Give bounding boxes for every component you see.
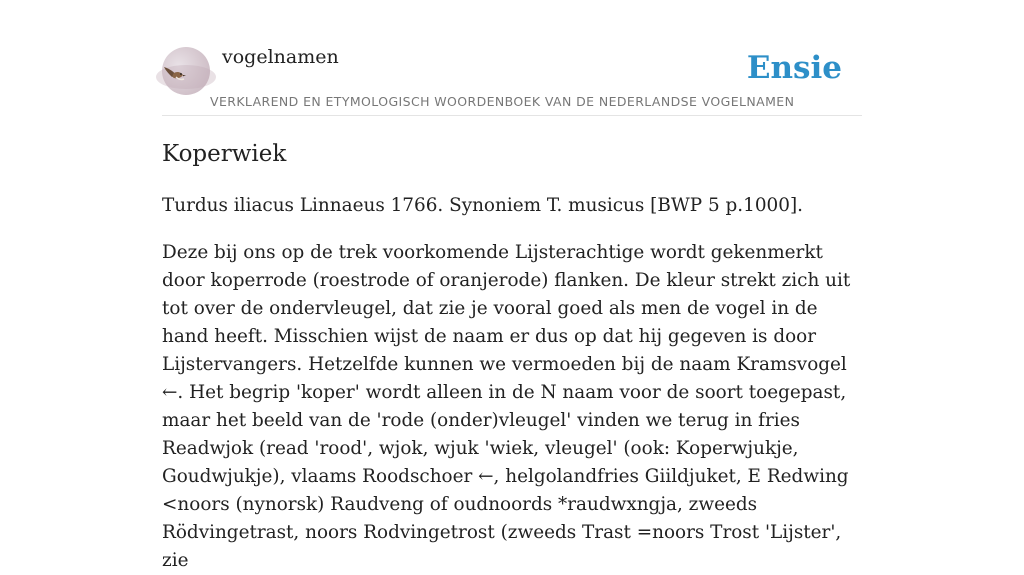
bird-photo-icon[interactable] (162, 47, 210, 95)
site-name[interactable]: vogelnamen (222, 46, 339, 68)
entry-paragraph: Turdus iliacus Linnaeus 1766. Synoniem T. musicus [BWP 5 p.1000]. (162, 195, 803, 216)
entry-content (162, 136, 862, 575)
entry-paragraph: Deze bij ons op de trek voorkomende Lijsterachtige wordt gekenmerkt door koperrode (roestrode of oranjerode) flanken. De kleur strekt zich uit tot over de ondervleugel, dat zie je vooral goed als men de vogel in de hand heeft. Misschien wijst de naam er dus op dat hij gegeven is door Lijstervangers. Hetzelfde kunnen we vermoeden bij de naam Kramsvogel ←. Het begrip 'koper' wordt alleen in de N naam voor de soort toegepast, maar het beeld van de 'rode (onder)vleugel' vinden we terug in fries Readwjok (read 'rood', wjok, wjuk 'wiek, vleugel' (ook: Koperwjukje, Goudwjukje), vlaams Roodschoer ←, helgolandfries Giildjuket, E Redwing <noors (nynorsk) Raudveng of oudnoords *raudwxngja, zweeds Rödvingetrast, noors Rodvingetrost (zweeds Trast =noors Trost 'Lijster', zie (162, 242, 851, 571)
header-divider (162, 115, 862, 116)
brand-logo[interactable]: Ensie (746, 50, 842, 86)
site-header (162, 44, 862, 116)
site-subtitle: VERKLAREND EN ETYMOLOGISCH WOORDENBOEK VAN DE NEDERLANDSE VOGELNAMEN (210, 94, 795, 109)
entry-title: Koperwiek (162, 141, 287, 167)
